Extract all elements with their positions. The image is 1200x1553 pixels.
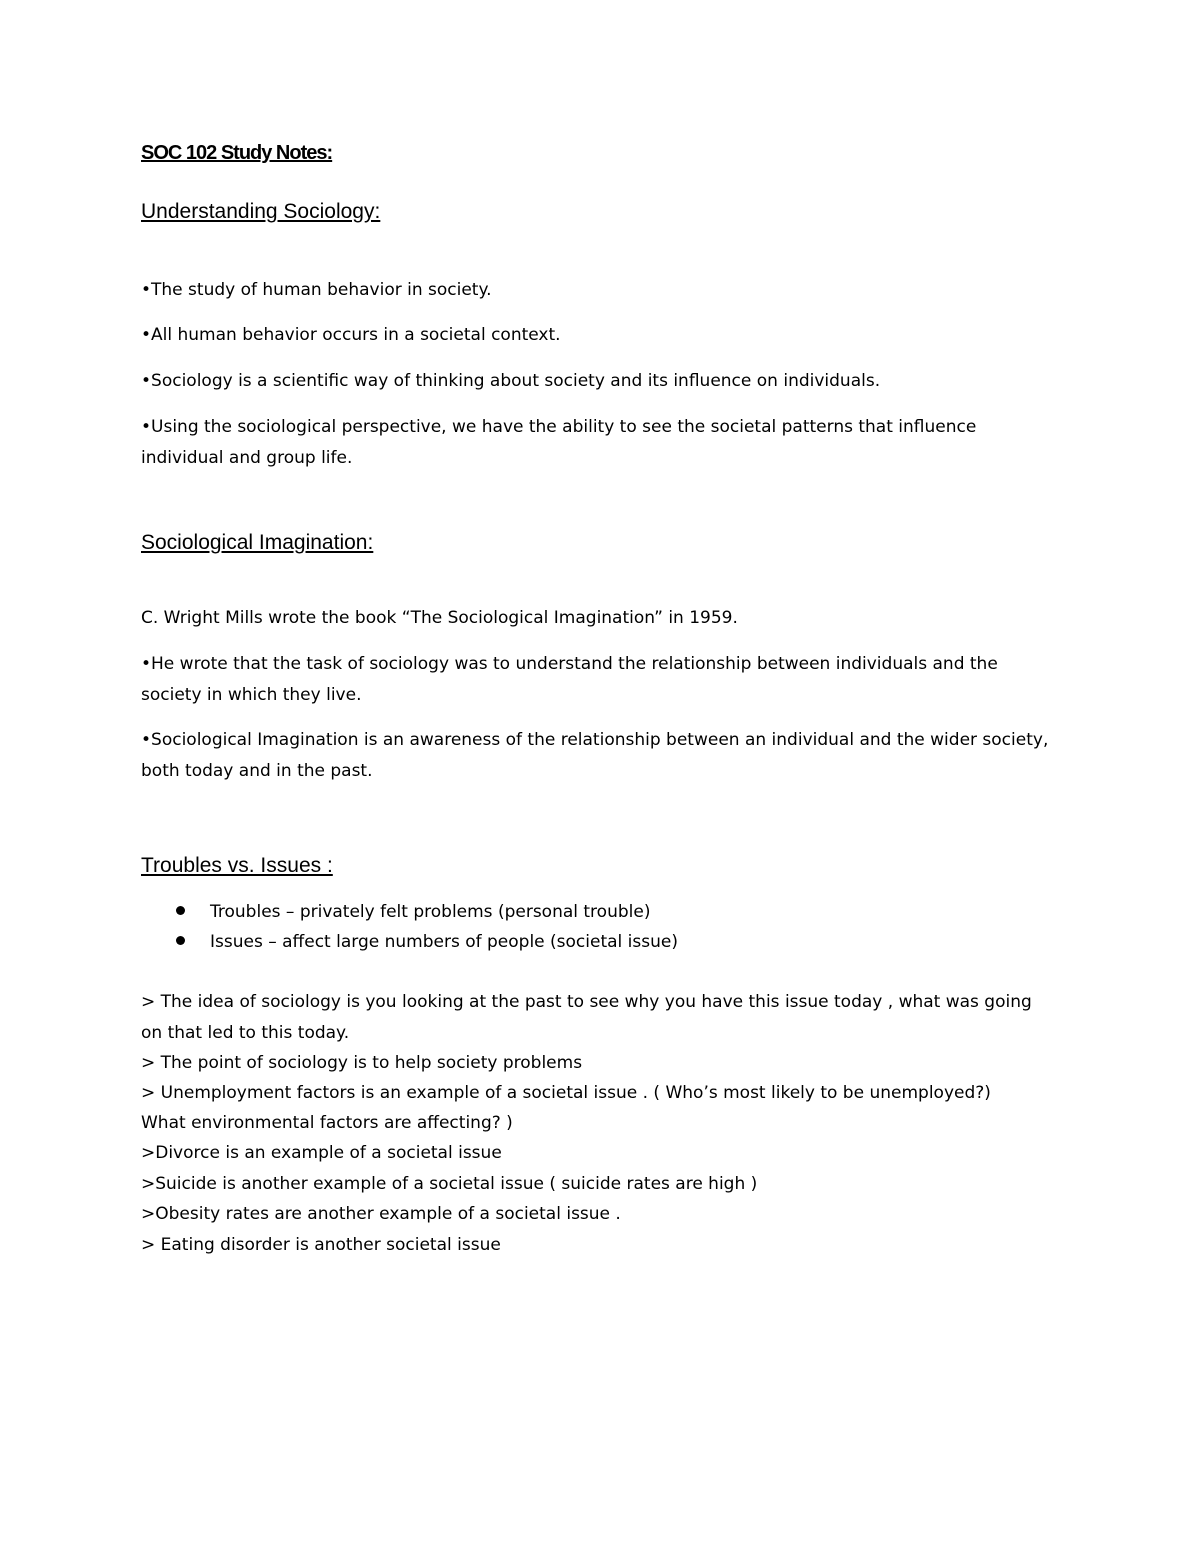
list-item-text: Issues – affect large numbers of people (societal issue) xyxy=(210,932,678,952)
note-line: > Eating disorder is another societal issue xyxy=(141,1235,501,1255)
paragraph: •He wrote that the task of sociology was to understand the relationship between individuals and the society in which they live. xyxy=(141,654,998,705)
note-line: What environmental factors are affecting? ) xyxy=(141,1113,513,1133)
paragraph: •The study of human behavior in society. xyxy=(141,280,492,300)
list-item-text: Troubles – privately felt problems (personal trouble) xyxy=(210,902,651,922)
document-title: SOC 102 Study Notes: xyxy=(141,142,333,164)
list-item xyxy=(176,927,678,957)
note-line: >Suicide is another example of a societal issue ( suicide rates are high ) xyxy=(141,1174,758,1194)
note-line: >Obesity rates are another example of a societal issue . xyxy=(141,1204,621,1224)
note-line: > The idea of sociology is you looking at the past to see why you have this issue today , what was going xyxy=(141,992,1032,1012)
paragraph: •Sociology is a scientific way of thinking about society and its influence on individuals. xyxy=(141,371,881,391)
section-heading-troubles: Troubles vs. Issues : xyxy=(141,854,333,877)
section-heading-imagination: Sociological Imagination: xyxy=(141,531,374,554)
bullet-icon xyxy=(176,906,185,915)
note-line: >Divorce is an example of a societal issue xyxy=(141,1143,502,1163)
paragraph: •Using the sociological perspective, we have the ability to see the societal patterns that influence individual and group life. xyxy=(141,417,977,468)
note-line: > Unemployment factors is an example of a societal issue . ( Who’s most likely to be unemployed?) xyxy=(141,1083,991,1103)
list-item xyxy=(176,897,650,927)
paragraph: •Sociological Imagination is an awareness of the relationship between an individual and the wider society, both today and in the past. xyxy=(141,730,1049,781)
note-line: > The point of sociology is to help society problems xyxy=(141,1053,583,1073)
paragraph: •All human behavior occurs in a societal context. xyxy=(141,325,561,345)
bullet-icon xyxy=(176,936,185,945)
section-heading-understanding: Understanding Sociology: xyxy=(141,200,381,223)
paragraph: C. Wright Mills wrote the book “The Sociological Imagination” in 1959. xyxy=(141,608,738,628)
note-line: on that led to this today. xyxy=(141,1023,350,1043)
